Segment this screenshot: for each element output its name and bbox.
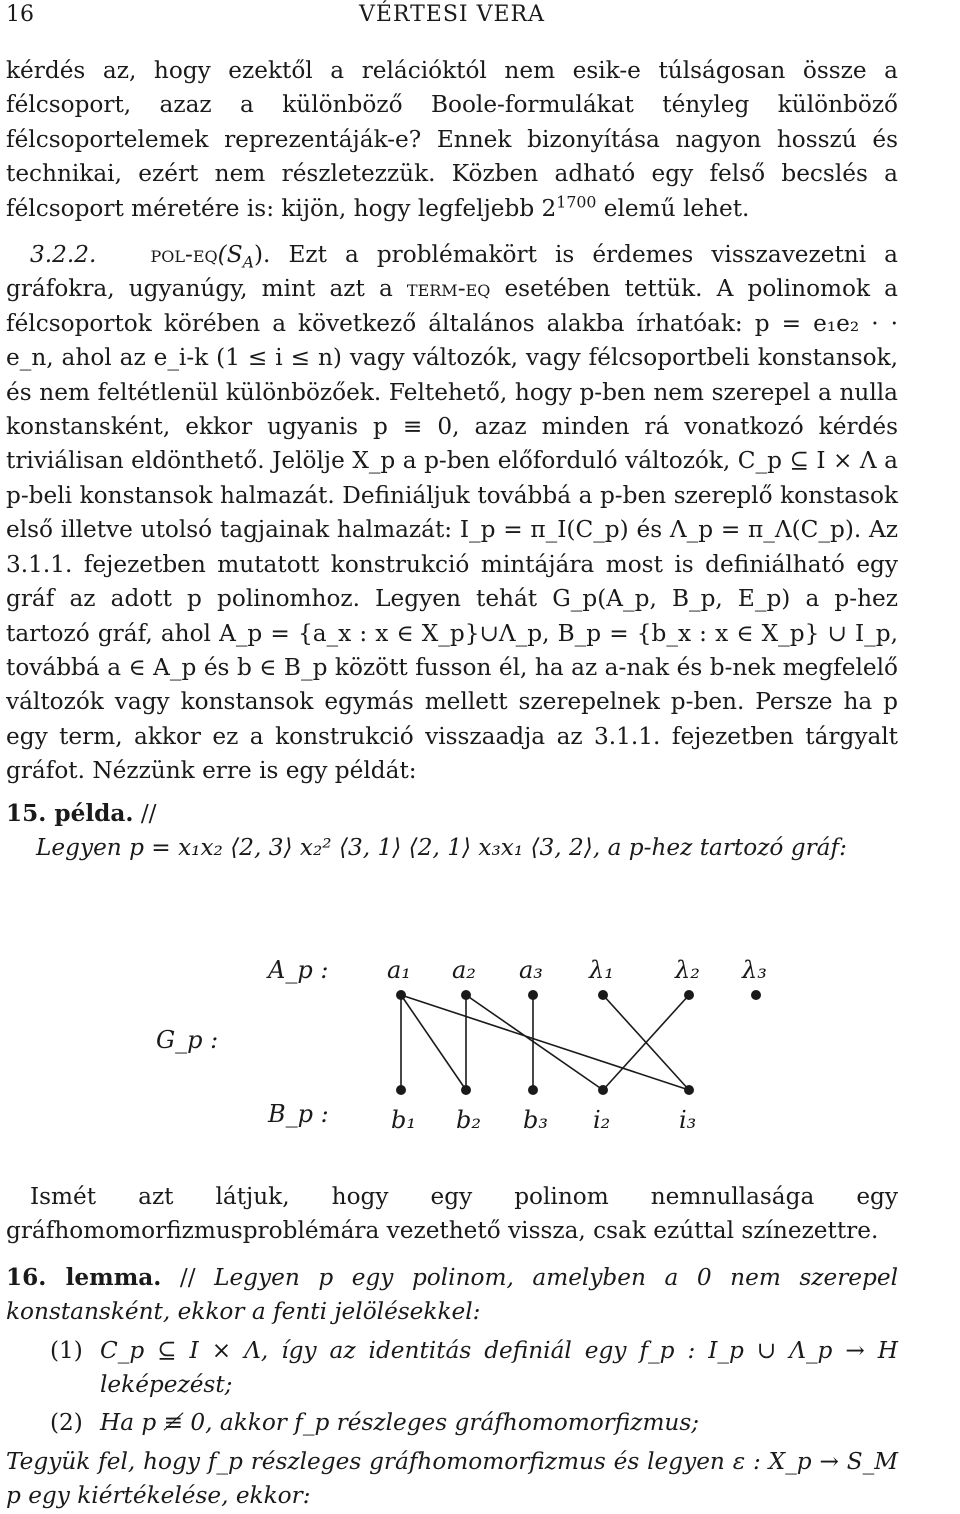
term-eq: term-eq [406,275,491,303]
bottom-row-label: B_p : [268,1100,329,1128]
top-node-label: λ₂ [675,956,700,984]
graph-node-top [751,990,761,1000]
bottom-node-label: b₁ [391,1106,416,1134]
graph-node-top [598,990,608,1000]
after-paragraph: Ismét azt látjuk, hogy egy polinom nemnullasága egy gráfhomomorfizmusproblémára vezethető vissza, csak ezúttal színezettre. [6,1183,898,1245]
lemma-item-2: (2) Ha p ≢ 0, akkor f_p részleges gráfhomomorfizmus; [50,1409,700,1437]
top-node-label: λ₁ [589,956,614,984]
bottom-node-label: b₃ [523,1106,548,1134]
graph-node-top [684,990,694,1000]
section-paragraph: 3.2.2. pol-$eq(S_A)$. Ezt a problémakört is érdemes visszavezetni a gráfokra, ugyanúgy, mint azt a term-eq esetében tettük. A polinomok a félcsoportok körében a következő általános alakba írhatóak: p = e₁e₂ · · e_n, ahol az e_i-k (1 ≤ i ≤ n) vagy változók, vagy félcsoportbeli konstansok, és nem feltétlenül különbözőek. Feltehető, hogy p-ben nem szerepel a nulla konstansként, ekkor ugyanis p ≡ 0, azaz minden rá vonatkozó kérdés triviálisan eldönthető. Jelölje X_p a p-ben előforduló változók, C_p ⊆ I × Λ a p-beli konstansok halmazát. Definiáljuk továbbá a p-ben szereplő konstasok első illetve utolsó tagjainak halmazát: I_p = π_I(C_p) és Λ_p = π_Λ(C_p). Az 3.1.1. fejezetben mutatott konstrukció mintájára most is definiálható egy gráf az adott p polinomhoz. Legyen tehát G_p(A_p, B_p, E_p) a p-hez tartozó gráf, ahol A_p = {a_x : x ∈ X_p}∪Λ_p, B_p = {b_x : x ∈ X_p} ∪ I_p, továbbá a ∈ A_p és b ∈ B_p között fusson él, ha az a-nak és b-nek megfelelő változók vagy konstansok egymás mellett szerepelnek p-ben. Persze ha p egy term, akkor ez a konstrukció visszaadja az 3.1.1. fejezetben tárgyalt gráfot. Nézzünk erre is egy példát: [6,241,898,785]
example-heading: 15. példa. // [6,799,157,827]
top-node-label: a₁ [387,956,411,984]
graph-edges [6,950,960,1140]
graph-node-bottom [461,1085,471,1095]
graph-edge [466,995,603,1090]
graph-node-top [396,990,406,1000]
bipartite-graph [6,950,960,1140]
page-number: 16 [6,2,34,27]
bottom-node-label: i₃ [679,1106,697,1134]
lemma-tail: Tegyük fel, hogy f_p részleges gráfhomomorfizmus és legyen ε : X_p → S_M p egy kiértékelése, ekkor: [6,1447,898,1510]
section-title: pol-eq [150,241,218,269]
lemma-item-1: (1) C_p ⊆ I × Λ, így az identitás definiál egy f_p : I_p ∪ Λ_p → H leképezést; [50,1336,898,1399]
graph-edge [401,995,466,1090]
bottom-node-label: i₂ [593,1106,611,1134]
page-header [6,2,898,32]
top-node-label: a₃ [519,956,543,984]
lemma-heading: 16. lemma. // Legyen p egy polinom, amelyben a 0 nem szerepel konstansként, ekkor a fenti jelölésekkel: [6,1263,898,1326]
graph-node-top [528,990,538,1000]
graph-node-bottom [684,1085,694,1095]
paragraph-1: kérdés az, hogy ezektől a relációktól nem esik-e túlságosan össze a félcsoport, azaz a különböző Boole-formulákat tényleg különböző félcsoportelemek reprezentáják-e? Ennek bizonyítása nagyon hosszú és technikai, ezért nem részletezzük. Közben adható egy felső becslés a félcsoport méretére is: kijön, hogy legfeljebb $2^{1700}$ elemű lehet. [6,57,898,222]
lemma-list [6,1334,898,1441]
graph-node-top [461,990,471,1000]
main-text [6,54,898,865]
gp-label: G_p : [156,1026,219,1054]
bottom-node-label: b₂ [456,1106,481,1134]
section-number: 3.2.2. [30,241,97,269]
graph-node-bottom [598,1085,608,1095]
running-head: VÉRTESI VERA [358,2,545,27]
top-node-label: λ₃ [742,956,767,984]
top-row-label: A_p : [268,956,329,984]
example-text: Legyen p = x₁x₂ ⟨2, 3⟩ x₂² ⟨3, 1⟩ ⟨2, 1⟩ x₃x₁ ⟨3, 2⟩, a p-hez tartozó gráf: [36,833,847,861]
graph-node-bottom [396,1085,406,1095]
graph-node-bottom [528,1085,538,1095]
after-graph-text [6,1180,898,1514]
top-node-label: a₂ [452,956,476,984]
